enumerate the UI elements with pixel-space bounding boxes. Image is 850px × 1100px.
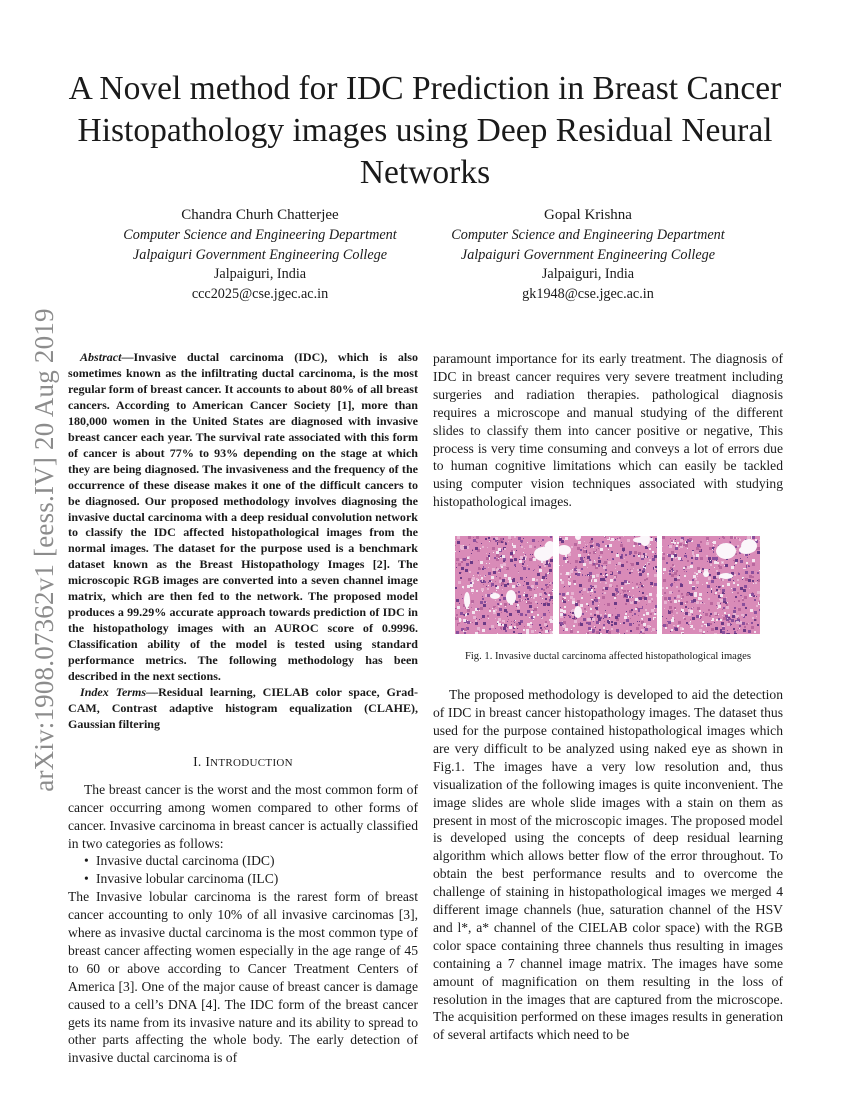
index-terms-label: Index Terms [80, 685, 147, 700]
methodology-paragraph: The proposed methodology is developed to aid the detection of IDC in breast cancer histopathology images. The dataset thus used for the purpose contained histopathological images which are very difficult to be analyzed using naked eye as shown in Fig.1. The images have a very low resolution and, thus visualization of the following images is quite inconvenient. The image slides are whole slide images with a stain on them as present in most of the microscopic images. The proposed model is developed using the concepts of deep residual learning algorithm which allows better flow of the error throughout. To obtain the best performance results and to overcome the challenge of staining in histopathological images we merged 4 different image channels (hue, saturation channel of the HSV and l*, a* channel of the CIELAB color space) with the RGB color space containing three channels thus resulting in images containing a 7 channel image matrix. The images have some amount of magnification on them resulting in the loss of resolution in the images that are captured from the microscope. The acquisition performed on these images results in generation of several artifacts which need to be [433, 687, 783, 1043]
right-column [433, 350, 783, 1044]
bullet-icon: • [84, 853, 89, 869]
section-numeral: I. [193, 753, 206, 769]
histopathology-image-3 [662, 536, 760, 634]
author-department: Computer Science and Engineering Department [123, 227, 397, 243]
author-name: Gopal Krishna [544, 207, 632, 223]
author-location: Jalpaiguri, India [541, 266, 635, 282]
abstract [68, 350, 418, 685]
intro-paragraph-2: The Invasive lobular carcinoma is the rarest form of breast cancer accounting to only 10% of all invasive carcinomas [3], where as invasive ductal carcinoma is the most common type of breast cancer affecting women especially in the age range of 45 to 60 or above according to Cancer Treatment Centers of America [3]. One of the major cause of breast cancer is damage caused to a cell’s DNA [4]. The IDC form of the breast cancer gets its name from its invasive nature and its ability to spread to other parts affecting the whole body. The early detection of invasive ductal carcinoma is of [68, 889, 418, 1066]
index-terms-text: —Residual learning, CIELAB color space, Grad-CAM, Contrast adaptive histogram equalization (CLAHE), Gaussian filtering [68, 685, 419, 731]
author-email: ccc2025@cse.jgec.ac.in [191, 285, 329, 302]
carcinoma-category-list [68, 852, 418, 888]
figure-1 [433, 536, 783, 634]
histopathology-image-2 [559, 536, 657, 634]
author-institution: Jalpaiguri Government Engineering College [460, 246, 716, 263]
intro-paragraph-continued: paramount importance for its early treatment. The diagnosis of IDC in breast cancer requires very severe treatment including surgeries and radiation therapies. pathological diagnosis requires a microscope and manual studying of the different slides to classify them into cancer positive or negative, This process is very time consuming and conveys a lot of errors due to human cognitive limitations which can easily be tackled using computer vision techniques associated with studying histopathological images. [433, 351, 783, 510]
section-title-rest: NTRODUCTION [210, 756, 293, 769]
author-department: Computer Science and Engineering Department [451, 227, 725, 243]
abstract-label: Abstract [80, 350, 122, 364]
list-item-text: Invasive ductal carcinoma (IDC) [96, 853, 275, 869]
section-title-initial: I [205, 753, 211, 769]
list-item [84, 870, 418, 888]
index-terms [68, 685, 418, 733]
intro-paragraph-1: The breast cancer is the worst and the most common form of cancer occurring among women compared to other forms of cancer. Invasive carcinoma in breast cancer is actually classified in two categories as follows: [68, 781, 418, 851]
histopathology-image-1 [455, 536, 553, 634]
list-item-text: Invasive lobular carcinoma (ILC) [96, 871, 279, 887]
figure-caption: Fig. 1. Invasive ductal carcinoma affected histopathological images [464, 651, 752, 663]
author-name: Chandra Churh Chatterjee [181, 207, 339, 223]
left-column [68, 350, 418, 1067]
arxiv-identifier-stamp: arXiv:1908.07362v1 [eess.IV] 20 Aug 2019 [29, 308, 59, 792]
author-institution: Jalpaiguri Government Engineering College [132, 246, 388, 263]
author-block-2 [418, 205, 758, 304]
author-block-1 [90, 205, 430, 304]
author-email: gk1948@cse.jgec.ac.in [522, 285, 654, 302]
section-heading-introduction [68, 753, 418, 773]
paper-title: A Novel method for IDC Prediction in Breast Cancer Histopathology images using Deep Residual Neural Networks [68, 70, 782, 191]
bullet-icon: • [84, 871, 89, 887]
abstract-text: —Invasive ductal carcinoma (IDC), which is also sometimes known as the infiltrating ductal carcinoma, is the most regular form of breast cancer. It accounts to about 80% of all breast cancers. According to American Cancer Society [1], more than 180,000 women in the United States are diagnosed with invasive breast cancer each year. The survival rate associated with this form of cancer is about 77% to 93% depending on the stage at which they are being diagnosed. The invasiveness and the frequency of the occurrence of these disease makes it one of the difficult cancers to be diagnosed. Our proposed methodology involves diagnosing the invasive ductal carcinoma with a deep residual convolution network to classify the IDC affected histopathological images from the normal images. The dataset for the purpose used is a benchmark dataset known as the Breast Histopathology Images [2]. The microscopic RGB images are converted into a seven channel image matrix, which are then fed to the network. The proposed model produces a 99.29% accurate approach towards prediction of IDC in the histopathology images with an AUROC score of 0.9996. Classification ability of the model is tested using standard performance metrics. The following methodology has been described in the next sections. [68, 350, 418, 684]
author-location: Jalpaiguri, India [213, 266, 307, 282]
list-item [84, 852, 418, 870]
